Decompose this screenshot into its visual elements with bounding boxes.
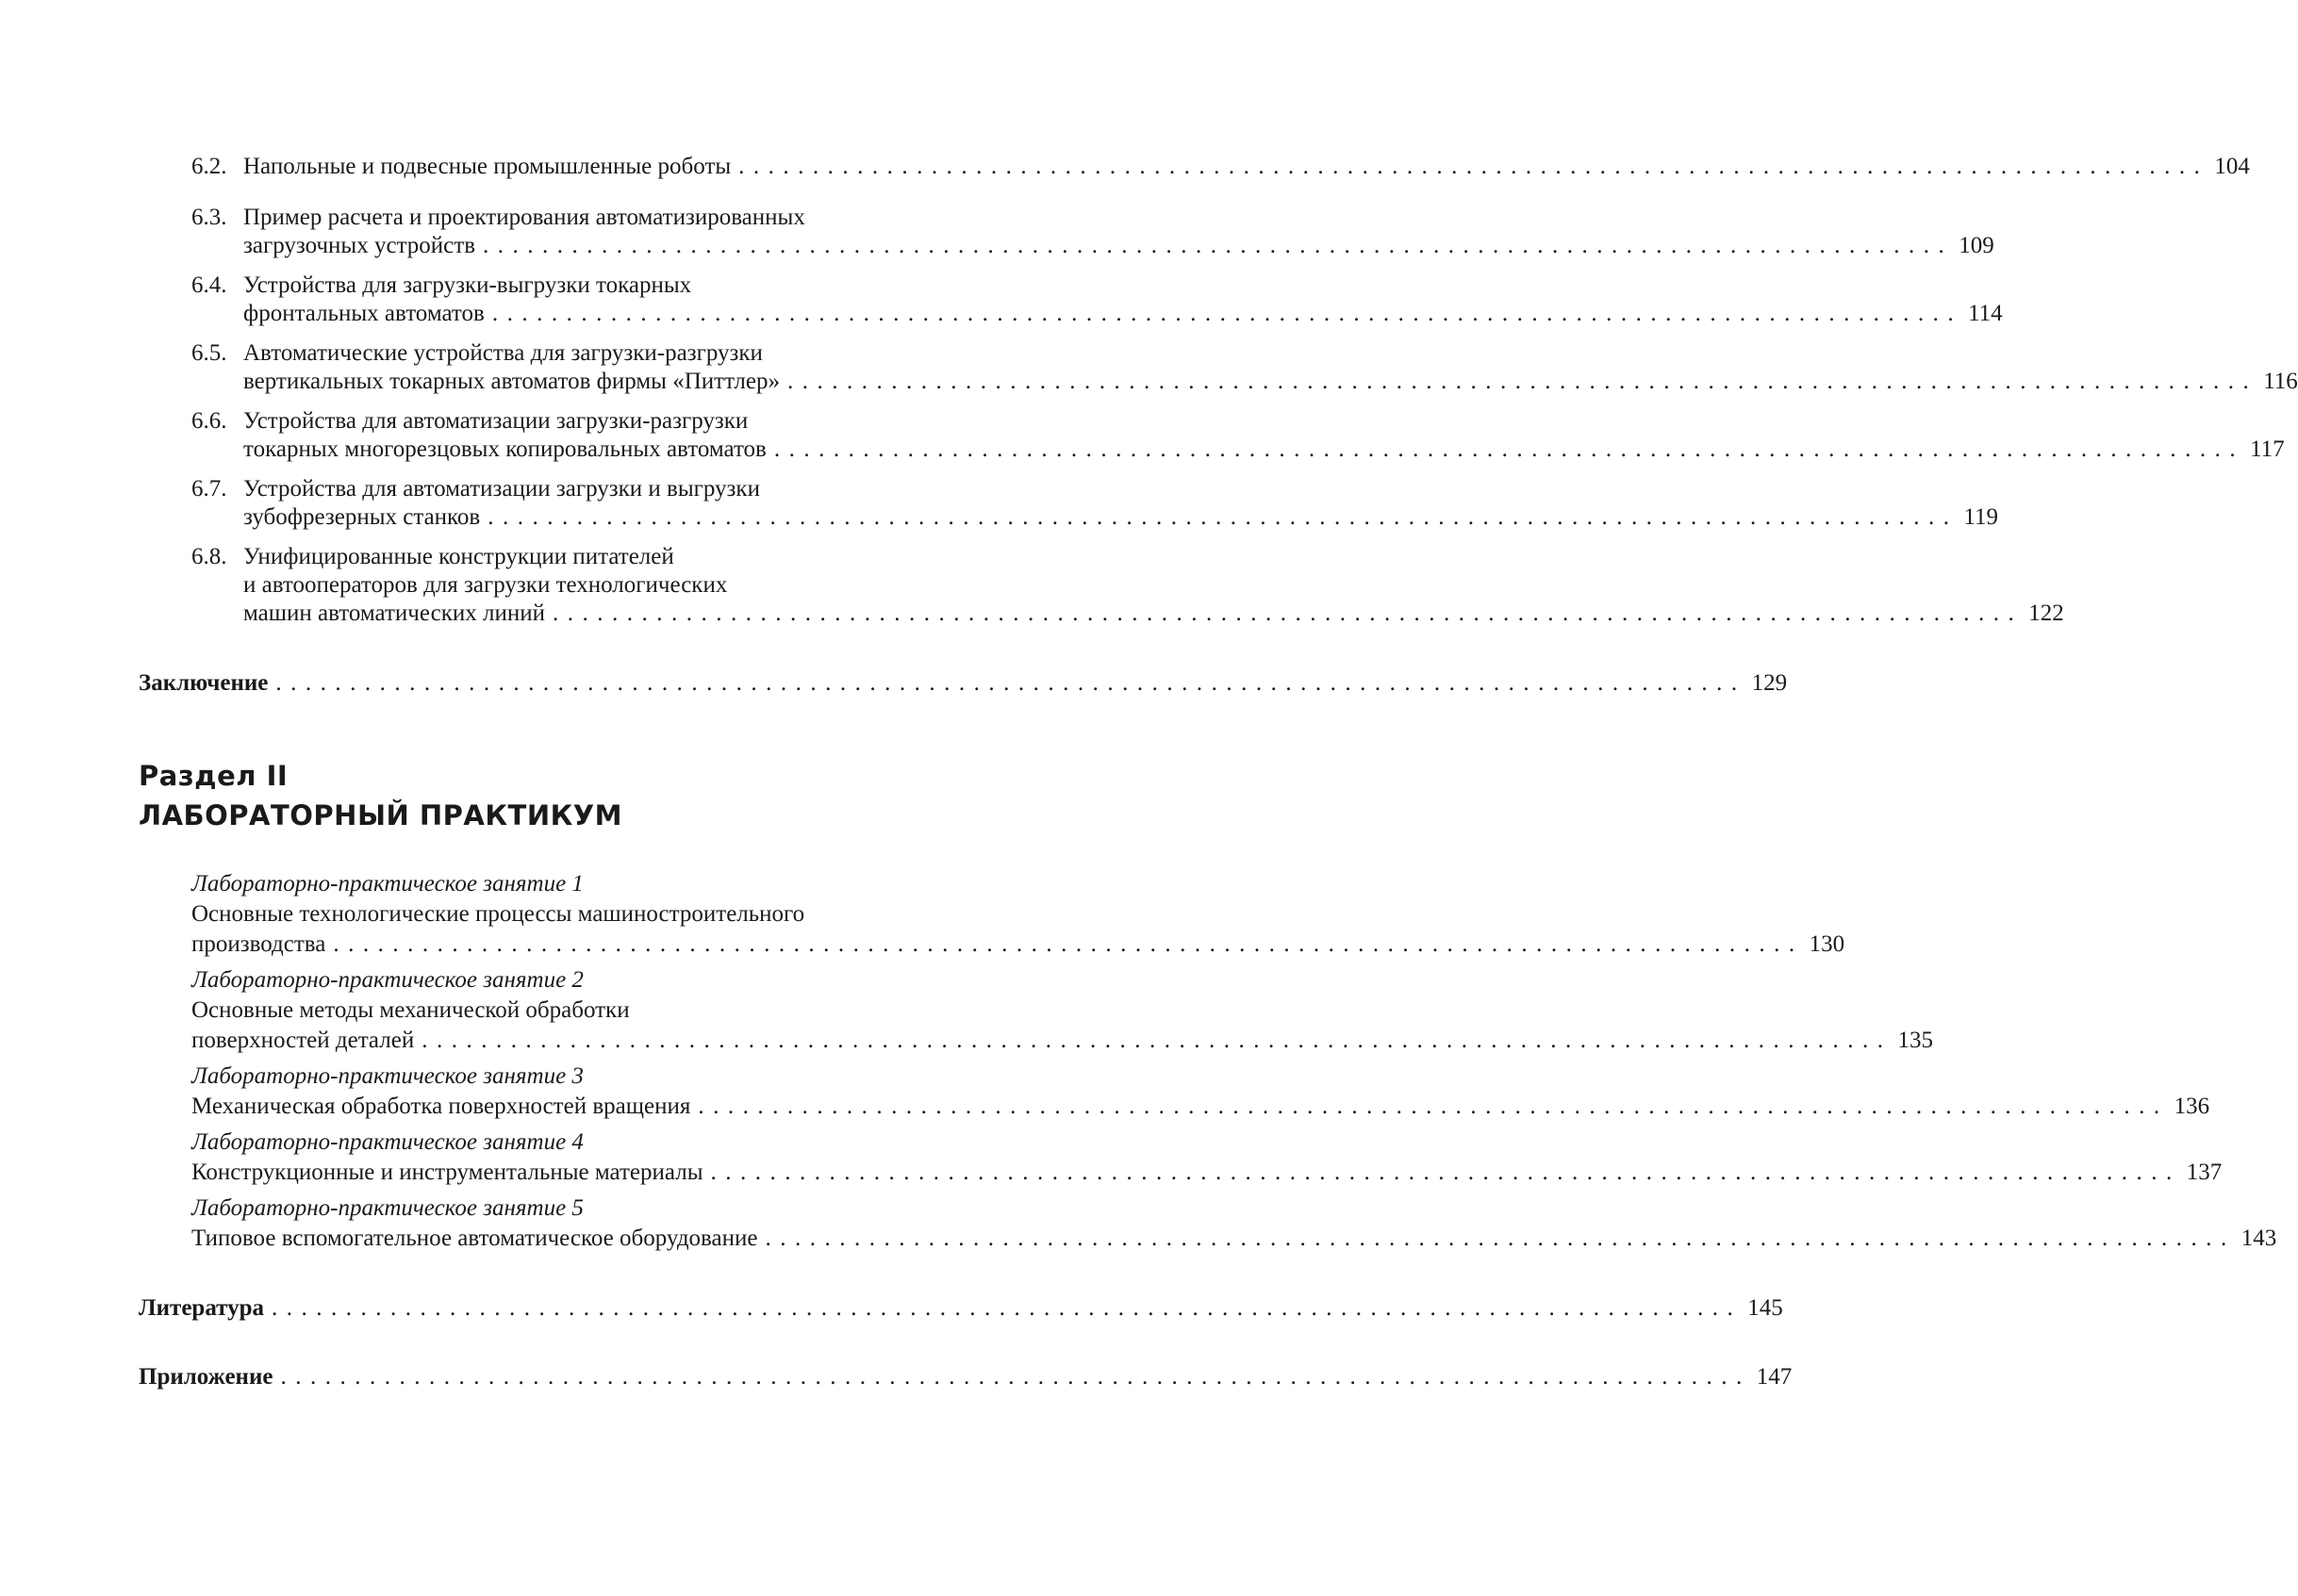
toc-number-6-8: 6.8. xyxy=(191,544,227,569)
lab-label: Лабораторно-практическое занятие 1 xyxy=(191,871,584,897)
toc-entry-6-8[interactable] xyxy=(243,598,2064,630)
toc-entry-title: Типовое вспомогательное автоматическое оборудование xyxy=(191,1226,758,1251)
toc-number-6-7: 6.7. xyxy=(191,476,227,502)
dot-leader: ................................................................................................... xyxy=(773,436,2245,462)
toc-number-6-2: 6.2. xyxy=(191,154,227,179)
toc-entry-title-line: Устройства для загрузки-выгрузки токарных xyxy=(243,272,692,298)
dot-leader: ................................................................................................... xyxy=(422,1028,1893,1053)
toc-entry-lab-5[interactable] xyxy=(191,1223,2277,1255)
toc-entry-6-4[interactable] xyxy=(243,298,2003,330)
toc-page-number: 136 xyxy=(2174,1094,2210,1119)
toc-entry-title-line: Автоматические устройства для загрузки-разгрузки xyxy=(243,340,763,366)
lab-label: Лабораторно-практическое занятие 5 xyxy=(191,1195,584,1221)
lab-label: Лабораторно-практическое занятие 3 xyxy=(191,1063,584,1089)
dot-leader: ................................................................................................... xyxy=(552,601,2024,626)
toc-number-6-6: 6.6. xyxy=(191,408,227,434)
toc-page-number: 119 xyxy=(1963,504,1999,530)
toc-entry-6-3[interactable] xyxy=(243,230,1994,262)
toc-page-number: 137 xyxy=(2186,1160,2223,1185)
toc-entry-title: Приложение xyxy=(139,1364,273,1390)
toc-entry-title: Заключение xyxy=(139,670,269,696)
toc-entry-title: Механическая обработка поверхностей вращения xyxy=(191,1094,691,1119)
toc-entry-lab-2[interactable] xyxy=(191,1025,1933,1057)
toc-entry-title: поверхностей деталей xyxy=(191,1028,415,1053)
toc-entry-title-line: Пример расчета и проектирования автоматизированных xyxy=(243,205,805,230)
dot-leader: ................................................................................................... xyxy=(275,670,1746,696)
toc-entry-lab-4[interactable] xyxy=(191,1157,2223,1189)
toc-entry-6-7[interactable] xyxy=(243,502,1999,534)
toc-entry-title: машин автоматических линий xyxy=(243,601,545,626)
dot-leader: ................................................................................................... xyxy=(738,154,2209,179)
toc-entry-lab-1[interactable] xyxy=(191,929,1845,961)
toc-entry-appendix[interactable] xyxy=(139,1361,1793,1393)
lab-title-line: Основные технологические процессы машиностроительного xyxy=(191,901,805,927)
toc-entry-title: Напольные и подвесные промышленные роботы xyxy=(243,154,732,179)
dot-leader: ................................................................................................... xyxy=(786,369,2258,394)
dot-leader: ................................................................................................... xyxy=(272,1295,1743,1321)
lab-label: Лабораторно-практическое занятие 2 xyxy=(191,967,584,993)
toc-number-6-4: 6.4. xyxy=(191,272,227,298)
toc-page-number: 147 xyxy=(1756,1364,1793,1390)
toc-entry-title-line: Устройства для автоматизации загрузки и выгрузки xyxy=(243,476,760,502)
toc-number-6-5: 6.5. xyxy=(191,340,227,366)
toc-entry-title-line: Устройства для автоматизации загрузки-разгрузки xyxy=(243,408,749,434)
toc-page-number: 145 xyxy=(1747,1295,1783,1321)
toc-page-number: 130 xyxy=(1809,931,1845,957)
lab-title-line: Основные методы механической обработки xyxy=(191,997,630,1023)
toc-page-number: 122 xyxy=(2028,601,2064,626)
section-label: Раздел II xyxy=(139,760,289,792)
toc-entry-title: токарных многорезцовых копировальных автоматов xyxy=(243,436,767,462)
toc-entry-6-2[interactable] xyxy=(243,151,2250,183)
toc-entry-lab-3[interactable] xyxy=(191,1091,2210,1123)
toc-page-number: 116 xyxy=(2263,369,2298,394)
dot-leader: ................................................................................................... xyxy=(488,504,1959,530)
toc-page-number: 114 xyxy=(1968,301,2003,326)
toc-entry-title: загрузочных устройств xyxy=(243,233,476,258)
dot-leader: ................................................................................................... xyxy=(483,233,1954,258)
toc-page-number: 129 xyxy=(1751,670,1788,696)
toc-entry-title: фронтальных автоматов xyxy=(243,301,485,326)
toc-page-number: 143 xyxy=(2240,1226,2277,1251)
dot-leader: ................................................................................................... xyxy=(765,1226,2236,1251)
toc-entry-conclusion[interactable] xyxy=(139,667,1788,699)
dot-leader: ................................................................................................... xyxy=(333,931,1804,957)
toc-entry-title: вертикальных токарных автоматов фирмы «Питтлер» xyxy=(243,369,780,394)
toc-entry-title: производства xyxy=(191,931,326,957)
toc-page-number: 104 xyxy=(2214,154,2250,179)
toc-entry-literature[interactable] xyxy=(139,1292,1783,1325)
toc-entry-6-5[interactable] xyxy=(243,366,2298,398)
toc-entry-6-6[interactable] xyxy=(243,434,2285,466)
section-title: ЛАБОРАТОРНЫЙ ПРАКТИКУМ xyxy=(139,799,623,831)
toc-entry-title-line: Унифицированные конструкции питателей xyxy=(243,544,674,569)
toc-page-number: 109 xyxy=(1959,233,1994,258)
dot-leader: ................................................................................................... xyxy=(698,1094,2169,1119)
lab-label: Лабораторно-практическое занятие 4 xyxy=(191,1129,584,1155)
toc-entry-title: Конструкционные и инструментальные материалы xyxy=(191,1160,703,1185)
toc-page-number: 117 xyxy=(2250,436,2285,462)
toc-entry-title-line: и автооператоров для загрузки технологических xyxy=(243,572,728,598)
dot-leader: ................................................................................................... xyxy=(491,301,1963,326)
dot-leader: ................................................................................................... xyxy=(710,1160,2181,1185)
toc-page-number: 135 xyxy=(1897,1028,1933,1053)
toc-entry-title: зубофрезерных станков xyxy=(243,504,481,530)
toc-entry-title: Литература xyxy=(139,1295,265,1321)
toc-number-6-3: 6.3. xyxy=(191,205,227,230)
dot-leader: ................................................................................................... xyxy=(280,1364,1751,1390)
